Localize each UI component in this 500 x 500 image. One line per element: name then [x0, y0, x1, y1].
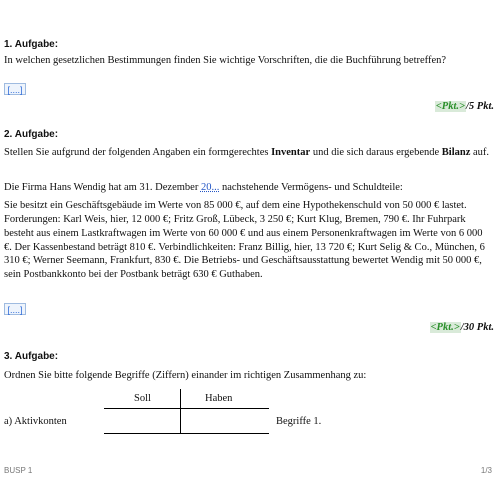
- column-soll: Soll: [134, 393, 151, 404]
- task2-answer-field[interactable]: [....]: [4, 303, 26, 315]
- task1-question: In welchen gesetzlichen Bestimmungen finden Sie wichtige Vorschriften, die die Buchführung betreffen?: [4, 55, 447, 66]
- task3-heading: 3. Aufgabe:: [4, 351, 59, 362]
- task1-heading: 1. Aufgabe:: [4, 39, 59, 50]
- t-account-vertical-line: [180, 389, 181, 433]
- task2-year-field[interactable]: 20...: [200, 182, 220, 193]
- task2-intro: [4, 181, 492, 195]
- t-account-horizontal-line: [104, 408, 269, 409]
- task2-points-field[interactable]: <Pkt.>: [430, 322, 460, 333]
- column-haben: Haben: [205, 393, 233, 404]
- row-label-aktivkonten: a) Aktivkonten: [4, 416, 67, 427]
- task2-points-total: /30 Pkt.: [460, 322, 494, 333]
- task2-points: [430, 321, 494, 335]
- task2-heading: 2. Aufgabe:: [4, 129, 59, 140]
- task1-points: [435, 100, 494, 114]
- task1-points-field[interactable]: <Pkt.>: [435, 101, 465, 112]
- row-value-begriffe: Begriffe 1.: [276, 416, 322, 427]
- task1-answer-field[interactable]: [....]: [4, 83, 26, 95]
- task2-instruction-inventar: Inventar: [271, 147, 311, 158]
- task2-instruction-pre: Stellen Sie aufgrund der folgenden Angaben ein formgerechtes: [4, 147, 272, 158]
- task1-points-total: /5 Pkt.: [466, 101, 494, 112]
- task2-instruction: [4, 146, 492, 160]
- task3-instruction: Ordnen Sie bitte folgende Begriffe (Ziffern) einander im richtigen Zusammenhang zu:: [4, 370, 367, 381]
- task2-instruction-mid: und die sich daraus ergebende: [310, 147, 442, 158]
- task2-intro-post: nachstehende Vermögens- und Schuldteile:: [219, 182, 403, 193]
- task2-instruction-post: auf.: [470, 147, 490, 158]
- task2-body: Sie besitzt ein Geschäftsgebäude im Werte von 85 000 €, auf dem eine Hypothekenschuld von 50 000 € lastet. Forderungen: Karl Weis, hier, 12 000 €; Fritz Groß, Lübeck, 3 250 €; Kurt Klug, Bremen, 790 €. Ihr Fuhrpark besteht aus einem Lastkraftwagen im Werte von 60 000 € und aus einem Personenkraftwagen im Werte von 6 000 €. Der Kassenbestand beträgt 810 €. Verbindlichkeiten: Franz Billig, hier, 13 720 €; Kurt Selig & Co., München, 6 310 €; Werner Seemann, Frankfurt, 830 €. Die Betriebs- und Geschäftsausstattung bewertet Wendig mit 50 000 €, sein Postbankkonto bei der Postbank beträgt 630 € Guthaben.: [4, 200, 485, 281]
- footer-left: BUSP 1: [4, 466, 33, 475]
- task2-instruction-bilanz: Bilanz: [441, 147, 471, 158]
- task2-intro-pre: Die Firma Hans Wendig hat am 31. Dezember: [4, 182, 201, 193]
- footer-page-number: 1/3: [480, 466, 492, 475]
- t-account-bottom-line: [104, 433, 269, 434]
